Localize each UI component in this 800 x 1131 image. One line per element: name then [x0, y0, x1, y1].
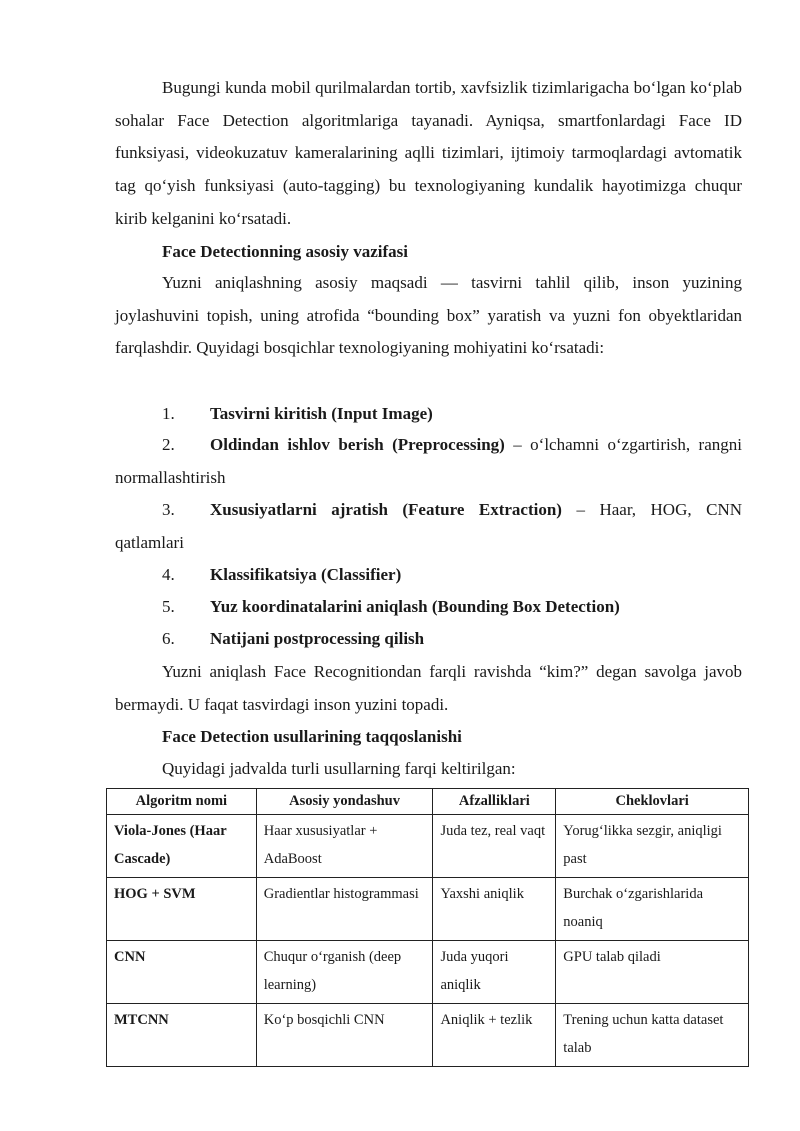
- table-row: [107, 941, 749, 1004]
- step-number: 6.: [162, 629, 175, 648]
- table-cell: Gradientlar histogrammasi: [256, 878, 433, 941]
- purpose-paragraph: Yuzni aniqlashning asosiy maqsadi — tasvirni tahlil qilib, inson yuzining joylashuvini topish, uning atrofida “bounding box” yaratish va yuzni fon obyektlaridan farqlashdir. Quyidagi bosqichlar texnologiyaning mohiyatini ko‘rsatadi:: [115, 273, 742, 358]
- table-intro-paragraph: Quyidagi jadvalda turli usullarning farqi keltirilgan:: [162, 759, 516, 778]
- table-cell: CNN: [107, 941, 257, 1004]
- step-number: 4.: [162, 565, 175, 584]
- table-cell: Yaxshi aniqlik: [433, 878, 556, 941]
- step-item: [115, 398, 742, 431]
- column-header: Afzalliklari: [433, 789, 556, 815]
- step-title: Tasvirni kiritish (Input Image): [210, 404, 433, 423]
- step-item: [115, 591, 742, 624]
- table-cell: Aniqlik + tezlik: [433, 1004, 556, 1067]
- table-cell: GPU talab qiladi: [556, 941, 749, 1004]
- table-cell: Haar xususiyatlar + AdaBoost: [256, 815, 433, 878]
- step-number: 3.: [162, 500, 175, 519]
- comparison-table: [106, 788, 749, 1067]
- step-title: Natijani postprocessing qilish: [210, 629, 425, 648]
- table-cell: Viola-Jones (Haar Cascade): [107, 815, 257, 878]
- step-title: Xususiyatlarni ajratish (Feature Extraction): [210, 500, 562, 519]
- table-cell: Burchak o‘zgarishlarida noaniq: [556, 878, 749, 941]
- table-row: [107, 815, 749, 878]
- table-row: [107, 878, 749, 941]
- step-number: 5.: [162, 597, 175, 616]
- table-header-row: [107, 789, 749, 815]
- step-number: 1.: [162, 404, 175, 423]
- step-item: [115, 623, 742, 656]
- step-description: – o‘lchamni o‘zgartirish, rangni normallashtirish: [115, 435, 742, 487]
- table-cell: Ko‘p bosqichli CNN: [256, 1004, 433, 1067]
- step-title: Klassifikatsiya (Classifier): [210, 565, 402, 584]
- column-header: Cheklovlari: [556, 789, 749, 815]
- column-header: Asosiy yondashuv: [256, 789, 433, 815]
- table-cell: Juda tez, real vaqt: [433, 815, 556, 878]
- column-header: Algoritm nomi: [107, 789, 257, 815]
- table-cell: Chuqur o‘rganish (deep learning): [256, 941, 433, 1004]
- table-cell: HOG + SVM: [107, 878, 257, 941]
- intro-paragraph: Bugungi kunda mobil qurilmalardan tortib, xavfsizlik tizimlarigacha bo‘lgan ko‘plab sohalar Face Detection algoritmlariga tayanadi. Ayniqsa, smartfonlardagi Face ID funksiyasi, videokuzatuv kameralarining aqlli tizimlari, ijtimoiy tarmoqlardagi avtomatik tag qo‘yish funksiyasi (auto-tagging) bu texnologiyaning kundalik hayotimizga chuqur kirib kelganini ko‘rsatadi.: [115, 78, 742, 228]
- table-cell: MTCNN: [107, 1004, 257, 1067]
- section-heading-main-task: Face Detectionning asosiy vazifasi: [162, 242, 408, 261]
- difference-paragraph: Yuzni aniqlash Face Recognitiondan farqli ravishda “kim?” degan savolga javob bermaydi. U faqat tasvirdagi inson yuzini topadi.: [115, 662, 742, 714]
- table-row: [107, 1004, 749, 1067]
- section-heading-comparison: Face Detection usullarining taqqoslanishi: [162, 727, 462, 746]
- table-cell: Juda yuqori aniqlik: [433, 941, 556, 1004]
- step-title: Yuz koordinatalarini aniqlash (Bounding Box Detection): [210, 597, 620, 616]
- step-number: 2.: [162, 435, 175, 454]
- step-item: [115, 494, 742, 559]
- step-item: [115, 559, 742, 592]
- table-cell: Yorug‘likka sezgir, aniqligi past: [556, 815, 749, 878]
- step-title: Oldindan ishlov berish (Preprocessing): [210, 435, 505, 454]
- table-cell: Trening uchun katta dataset talab: [556, 1004, 749, 1067]
- step-item: [115, 429, 742, 494]
- step-description: – Haar, HOG, CNN qatlamlari: [115, 500, 742, 552]
